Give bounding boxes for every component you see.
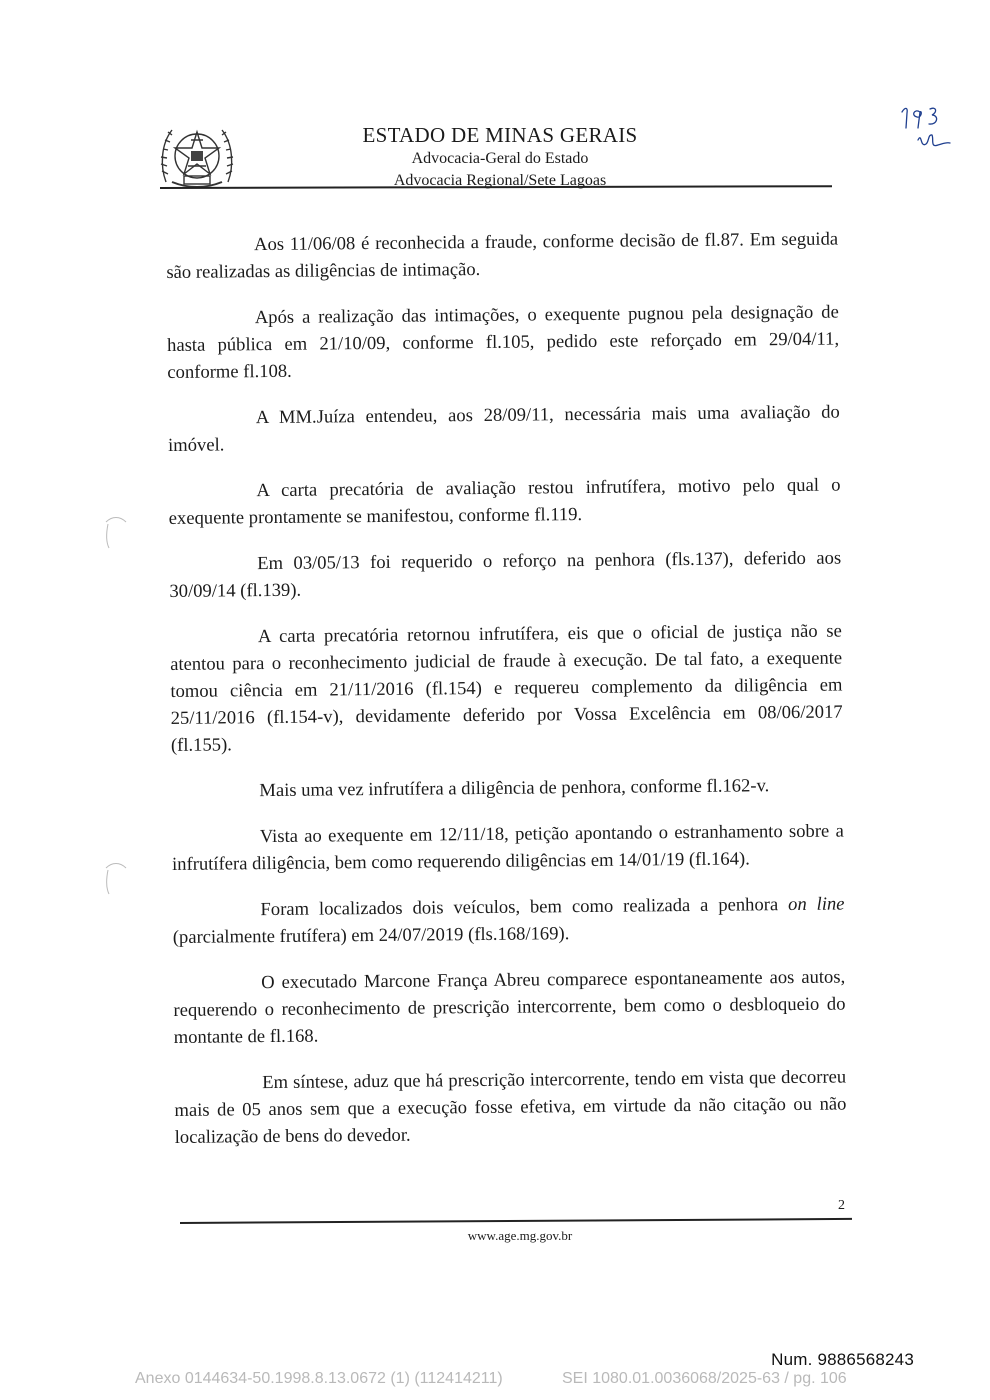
document-body — [166, 226, 847, 1170]
paragraph: O executado Marcone França Abreu comparece espontaneamente aos autos, requerendo o reconhecimento de prescrição intercorrente, bem como o desbloqueio do montante de fl.168. — [173, 966, 846, 1048]
paragraph-text: (parcialmente frutífera) em 24/07/2019 (fls.168/169). — [172, 923, 570, 948]
letterhead — [300, 122, 700, 192]
agency-name: Advocacia-Geral do Estado — [411, 150, 589, 167]
annex-stamp: Anexo 0144634-50.1998.8.13.0672 (1) (112414211) — [135, 1370, 503, 1387]
document-number-stamp: Num. 9886568243 — [771, 1350, 914, 1369]
paragraph: Aos 11/06/08 é reconhecida a fraude, conforme decisão de fl.87. Em seguida são realizadas as diligências de intimação. — [166, 228, 839, 283]
footer-divider — [180, 1218, 852, 1224]
paragraph: Em síntese, aduz que há prescrição intercorrente, tendo em vista que decorreu mais de 05 anos sem que a execução fosse efetiva, em virtude da não citação ou não localização de bens do devedor. — [174, 1066, 847, 1148]
state-title: ESTADO DE MINAS GERAIS — [362, 123, 638, 147]
paragraph — [172, 891, 844, 951]
sei-stamp: SEI 1080.01.0036068/2025-63 / pg. 106 — [562, 1370, 847, 1387]
paragraph: Mais uma vez infrutífera a diligência de penhora, conforme fl.162-v. — [259, 775, 770, 802]
minas-gerais-coat-of-arms-icon — [158, 118, 236, 190]
page-number: 2 — [838, 1198, 845, 1213]
margin-hole-mark — [100, 858, 130, 898]
margin-hole-mark — [100, 512, 130, 552]
paragraph: A carta precatória retornou infrutífera, eis que o oficial de justiça não se atentou para o reconhecimento judicial de fraude à execução. De tal fato, a exequente tomou ciência em 21/11/2016 (fl.154) e requereu complemento da diligência em 25/11/2016 (fl.154-v), devidamente deferido por Vossa Excelência em 08/06/2017 (fl.155). — [170, 620, 843, 756]
office-name: Advocacia Regional/Sete Lagoas — [393, 172, 607, 189]
handwritten-folio-mark — [896, 98, 954, 156]
paragraph: Após a realização das intimações, o exequente pugnou pela designação de hasta pública em 21/10/09, conforme fl.105, pedido este reforçado em 29/04/11, conforme fl.108. — [166, 301, 840, 383]
paragraph: Vista ao exequente em 12/11/18, petição apontando o estranhamento sobre a infrutífera diligência, bem como requerendo diligências em 14/01/19 (fl.164). — [171, 820, 844, 875]
paragraph-italic: on line — [787, 893, 845, 916]
footer-url: www.age.mg.gov.br — [467, 1228, 573, 1243]
paragraph: Em 03/05/13 foi requerido o reforço na penhora (fls.137), deferido aos 30/09/14 (fl.139). — [169, 547, 842, 602]
paragraph-text: Foram localizados dois veículos, bem como realizada a penhora — [260, 894, 789, 921]
paragraph: A MM.Juíza entendeu, aos 28/09/11, necessária mais uma avaliação do imóvel. — [167, 401, 840, 456]
paragraph: A carta precatória de avaliação restou infrutífera, motivo pelo qual o exequente prontamente se manifestou, conforme fl.119. — [168, 474, 841, 529]
